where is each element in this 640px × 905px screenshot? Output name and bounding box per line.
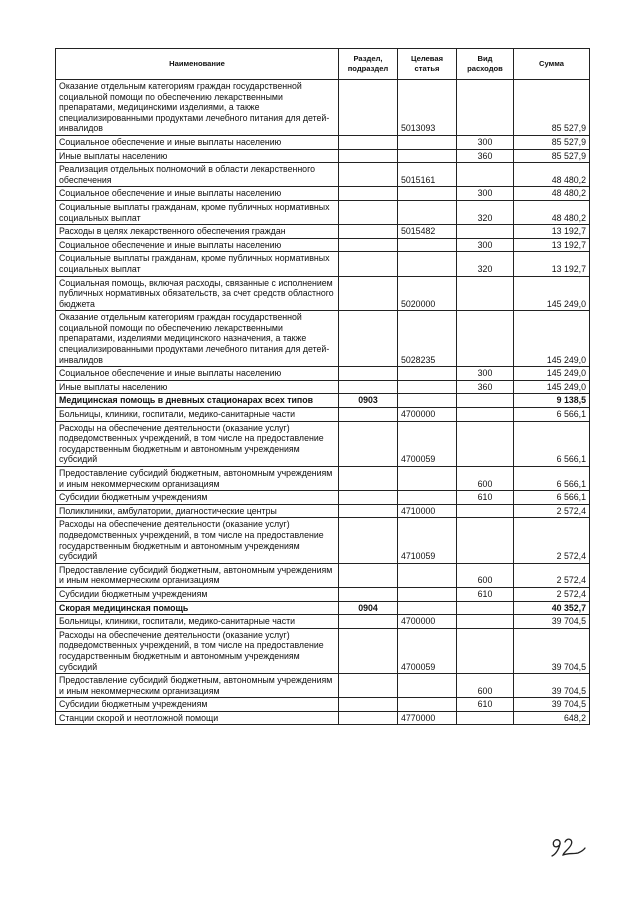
cell-section [339,276,398,311]
cell-type: 600 [457,674,514,698]
cell-name: Больницы, клиники, госпитали, медико-санитарные части [56,408,339,422]
cell-type: 300 [457,238,514,252]
cell-type [457,504,514,518]
cell-sum: 145 249,0 [514,380,590,394]
table-row [56,367,590,381]
cell-target [398,135,457,149]
cell-sum: 2 572,4 [514,563,590,587]
cell-type [457,615,514,629]
cell-section [339,615,398,629]
table-row [56,238,590,252]
cell-name: Социальная помощь, включая расходы, связанные с исполнением публичных нормативных обязательств, за счет средств областного бюджета [56,276,339,311]
cell-target: 5020000 [398,276,457,311]
cell-name: Больницы, клиники, госпитали, медико-санитарные части [56,615,339,629]
cell-name: Предоставление субсидий бюджетным, автономным учреждениям и иным некоммерческим организациям [56,563,339,587]
cell-sum: 9 138,5 [514,394,590,408]
cell-name: Субсидии бюджетным учреждениям [56,698,339,712]
table-header [56,49,590,80]
cell-name: Медицинская помощь в дневных стационарах всех типов [56,394,339,408]
cell-sum: 85 527,9 [514,80,590,136]
table-row [56,187,590,201]
header-sum: Сумма [514,49,590,80]
cell-section [339,628,398,673]
cell-target: 5028235 [398,311,457,367]
cell-sum: 6 566,1 [514,421,590,466]
cell-section: 0903 [339,394,398,408]
cell-target [398,394,457,408]
header-type: Вид расходов [457,49,514,80]
table-row [56,276,590,311]
cell-target: 4700000 [398,615,457,629]
cell-target [398,467,457,491]
header-section: Раздел, подраздел [339,49,398,80]
table-row [56,135,590,149]
table-row [56,628,590,673]
table-row [56,698,590,712]
cell-sum: 2 572,4 [514,587,590,601]
cell-name: Расходы на обеспечение деятельности (оказание услуг) подведомственных учреждений, в том числе на предоставление государственным бюджетным и автономным учреждениям субсидий [56,518,339,563]
cell-type: 300 [457,367,514,381]
cell-target [398,587,457,601]
cell-name: Социальные выплаты гражданам, кроме публичных нормативных социальных выплат [56,252,339,276]
cell-section [339,408,398,422]
cell-sum: 6 566,1 [514,467,590,491]
cell-type: 360 [457,380,514,394]
cell-section [339,238,398,252]
cell-name: Иные выплаты населению [56,149,339,163]
cell-sum: 13 192,7 [514,225,590,239]
cell-type: 600 [457,467,514,491]
cell-section [339,367,398,381]
cell-sum: 6 566,1 [514,408,590,422]
cell-target [398,674,457,698]
cell-name: Социальное обеспечение и иные выплаты населению [56,187,339,201]
table-row [56,149,590,163]
cell-sum: 2 572,4 [514,518,590,563]
table-body [56,80,590,725]
cell-sum: 39 704,5 [514,698,590,712]
cell-section [339,311,398,367]
cell-sum: 145 249,0 [514,367,590,381]
cell-type: 300 [457,135,514,149]
cell-target: 4700000 [398,408,457,422]
table-row [56,491,590,505]
cell-target [398,380,457,394]
cell-sum: 39 704,5 [514,615,590,629]
cell-sum: 648,2 [514,711,590,725]
table-row [56,587,590,601]
cell-sum: 2 572,4 [514,504,590,518]
cell-sum: 48 480,2 [514,200,590,224]
cell-section [339,149,398,163]
table-row [56,80,590,136]
cell-name: Социальные выплаты гражданам, кроме публичных нормативных социальных выплат [56,200,339,224]
cell-section [339,80,398,136]
cell-name: Скорая медицинская помощь [56,601,339,615]
table-row [56,563,590,587]
cell-sum: 145 249,0 [514,311,590,367]
cell-sum: 85 527,9 [514,149,590,163]
cell-sum: 13 192,7 [514,252,590,276]
cell-sum: 48 480,2 [514,163,590,187]
cell-type: 360 [457,149,514,163]
cell-target [398,491,457,505]
cell-target [398,149,457,163]
cell-type: 600 [457,563,514,587]
header-row [56,49,590,80]
cell-type [457,276,514,311]
cell-name: Социальное обеспечение и иные выплаты населению [56,238,339,252]
cell-type [457,518,514,563]
cell-name: Предоставление субсидий бюджетным, автономным учреждениям и иным некоммерческим организациям [56,467,339,491]
table-row [56,674,590,698]
cell-sum: 85 527,9 [514,135,590,149]
cell-name: Предоставление субсидий бюджетным, автономным учреждениям и иным некоммерческим организациям [56,674,339,698]
cell-name: Социальное обеспечение и иные выплаты населению [56,135,339,149]
cell-section [339,587,398,601]
table-row [56,380,590,394]
cell-sum: 39 704,5 [514,628,590,673]
cell-section [339,711,398,725]
cell-name: Субсидии бюджетным учреждениям [56,587,339,601]
cell-section [339,504,398,518]
cell-target [398,252,457,276]
cell-sum: 40 352,7 [514,601,590,615]
cell-type [457,163,514,187]
cell-section [339,252,398,276]
cell-type: 610 [457,491,514,505]
cell-target: 4710059 [398,518,457,563]
table-row [56,225,590,239]
cell-target: 4700059 [398,421,457,466]
cell-section [339,135,398,149]
cell-name: Оказание отдельным категориям граждан государственной социальной помощи по обеспечению лекарственными препаратами, изделиями медицинского назначения, а также специализированными продуктами лечебного питания для детей-инвалидов [56,311,339,367]
cell-type [457,80,514,136]
cell-name: Поликлиники, амбулатории, диагностические центры [56,504,339,518]
cell-section [339,225,398,239]
cell-type: 300 [457,187,514,201]
table-row [56,467,590,491]
cell-section [339,421,398,466]
header-name: Наименование [56,49,339,80]
cell-target: 5013093 [398,80,457,136]
cell-type: 610 [457,587,514,601]
table-row [56,394,590,408]
page-number-handwritten [548,832,588,862]
cell-target [398,367,457,381]
table-row [56,504,590,518]
cell-type: 320 [457,200,514,224]
cell-target: 4770000 [398,711,457,725]
cell-section [339,467,398,491]
cell-sum: 48 480,2 [514,187,590,201]
table-row [56,601,590,615]
table-row [56,615,590,629]
table-row [56,311,590,367]
cell-target [398,563,457,587]
cell-section [339,674,398,698]
cell-type: 320 [457,252,514,276]
cell-sum: 39 704,5 [514,674,590,698]
cell-section [339,200,398,224]
cell-target: 5015161 [398,163,457,187]
cell-type [457,225,514,239]
cell-name: Иные выплаты населению [56,380,339,394]
cell-type [457,394,514,408]
cell-target [398,238,457,252]
table-row [56,421,590,466]
cell-section [339,187,398,201]
cell-target: 4710000 [398,504,457,518]
cell-target [398,698,457,712]
cell-section [339,163,398,187]
cell-target: 4700059 [398,628,457,673]
table-row [56,518,590,563]
cell-type [457,711,514,725]
table-row [56,200,590,224]
cell-name: Расходы на обеспечение деятельности (оказание услуг) подведомственных учреждений, в том числе на предоставление государственным бюджетным и автономным учреждениям субсидий [56,421,339,466]
cell-section [339,518,398,563]
table-row [56,711,590,725]
cell-type [457,421,514,466]
cell-target: 5015482 [398,225,457,239]
header-target: Целевая статья [398,49,457,80]
table-row [56,408,590,422]
cell-type [457,311,514,367]
cell-type [457,408,514,422]
cell-name: Расходы в целях лекарственного обеспечения граждан [56,225,339,239]
cell-section [339,563,398,587]
cell-section [339,698,398,712]
cell-type: 610 [457,698,514,712]
cell-name: Оказание отдельным категориям граждан государственной социальной помощи по обеспечению лекарственными препаратами, медицинскими изделиями, а также специализированными продуктами лечебного питания для детей-инвалидов [56,80,339,136]
cell-section [339,380,398,394]
table-row [56,163,590,187]
cell-name: Расходы на обеспечение деятельности (оказание услуг) подведомственных учреждений, в том числе на предоставление государственным бюджетным и автономным учреждениям субсидий [56,628,339,673]
cell-sum: 145 249,0 [514,276,590,311]
cell-sum: 13 192,7 [514,238,590,252]
table-row [56,252,590,276]
cell-name: Субсидии бюджетным учреждениям [56,491,339,505]
budget-table [55,48,590,725]
cell-type [457,628,514,673]
cell-target [398,601,457,615]
cell-target [398,187,457,201]
cell-name: Реализация отдельных полномочий в области лекарственного обеспечения [56,163,339,187]
cell-section [339,491,398,505]
cell-section: 0904 [339,601,398,615]
cell-sum: 6 566,1 [514,491,590,505]
cell-name: Социальное обеспечение и иные выплаты населению [56,367,339,381]
cell-name: Станции скорой и неотложной помощи [56,711,339,725]
cell-type [457,601,514,615]
cell-target [398,200,457,224]
